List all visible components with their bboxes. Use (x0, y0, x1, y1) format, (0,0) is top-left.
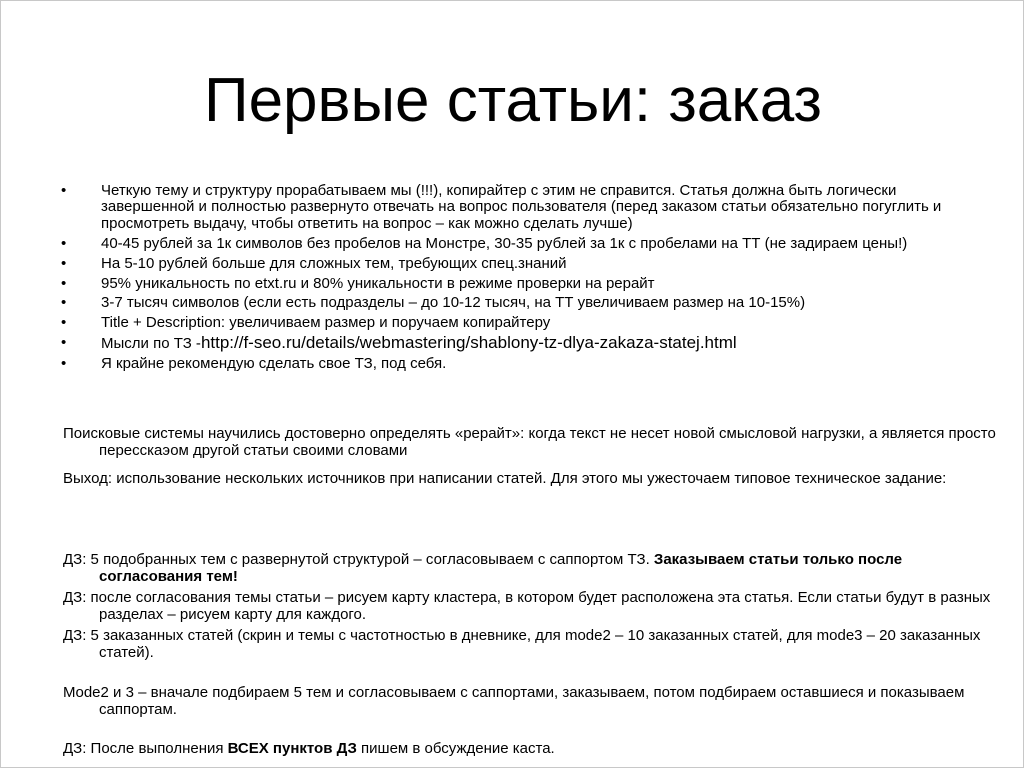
mode-note: Mode2 и 3 – вначале подбираем 5 тем и согласовываем с саппортами, заказываем, потом подбираем оставшиеся и показываем саппортам. (63, 684, 965, 718)
final-note (63, 740, 1009, 757)
bullet-title-description: • Title + Description: увеличиваем размер и поручаем копирайтеру (59, 315, 971, 331)
ideas-label: Мысли по ТЗ - (101, 335, 201, 353)
paragraph-output: Выход: использование нескольких источников при написании статей. Для этого мы ужесточаем типовое техническое задание: (63, 470, 947, 487)
bullet-topic-structure: • Четкую тему и структуру прорабатываем мы (!!!), копирайтер с этим не справится. Статья должна быть логически завершенной и полностью развернуто отвечать на вопрос пользователя (перед заказом статьи обязательно погуглить и просмотреть выдачу, чтобы ответить на вопрос – как можно сделать лучше) (59, 183, 971, 232)
slide-title: Первые статьи: заказ (204, 66, 822, 135)
final-note-emphasis: ВСЕХ пунктов ДЗ (227, 740, 357, 757)
homework-topics-emphasis: Заказываем статьи только после согласования тем! (99, 551, 903, 585)
homework-cluster-map: ДЗ: после согласования темы статьи – рисуем карту кластера, в котором будет расположена эта статья. Если статьи будут в разных разделах – рисуем карту для каждого. (63, 589, 991, 623)
homework-articles: ДЗ: 5 заказанных статей (скрин и темы с частотностью в дневнике, для mode2 – 10 заказанных статей, для mode3 – 20 заказанных статей). (63, 627, 981, 661)
paragraph-search-engines: Поисковые системы научились достоверно определять «рерайт»: когда текст не несет новой смысловой нагрузки, а является просто пересскаэом другой статьи своими словами (63, 425, 996, 459)
ideas-link[interactable]: http://f-seo.ru/details/webmastering/shablony-tz-dlya-zakaza-statej.html (200, 333, 737, 353)
bullet-length: • 3-7 тысяч символов (если есть подразделы – до 10-12 тысяч, на ТТ увеличиваем размер на 10-15%) (59, 295, 971, 311)
final-note-prefix: ДЗ: После выполнения (63, 740, 228, 757)
final-note-suffix: пишем в обсуждение каста. (356, 740, 555, 757)
bullet-price: • 40-45 рублей за 1к символов без пробелов на Монстре, 30-35 рублей за 1к с пробелами на ТТ (не задираем цены!) (59, 236, 971, 252)
homework-topics (63, 551, 1009, 585)
homework-topics-text: ДЗ: 5 подобранных тем с развернутой структурой – согласовываем с саппортом ТЗ. (63, 551, 654, 568)
bullet-list (59, 183, 971, 376)
bullet-own-spec: • Я крайне рекомендую сделать свое ТЗ, под себя. (59, 356, 971, 372)
bullet-complex-topics: • На 5-10 рублей больше для сложных тем, требующих спец.знаний (59, 256, 971, 272)
bullet-uniqueness: • 95% уникальность по etxt.ru и 80% уникальности в режиме проверки на рерайт (59, 276, 971, 292)
bullet-ideas (59, 335, 971, 352)
